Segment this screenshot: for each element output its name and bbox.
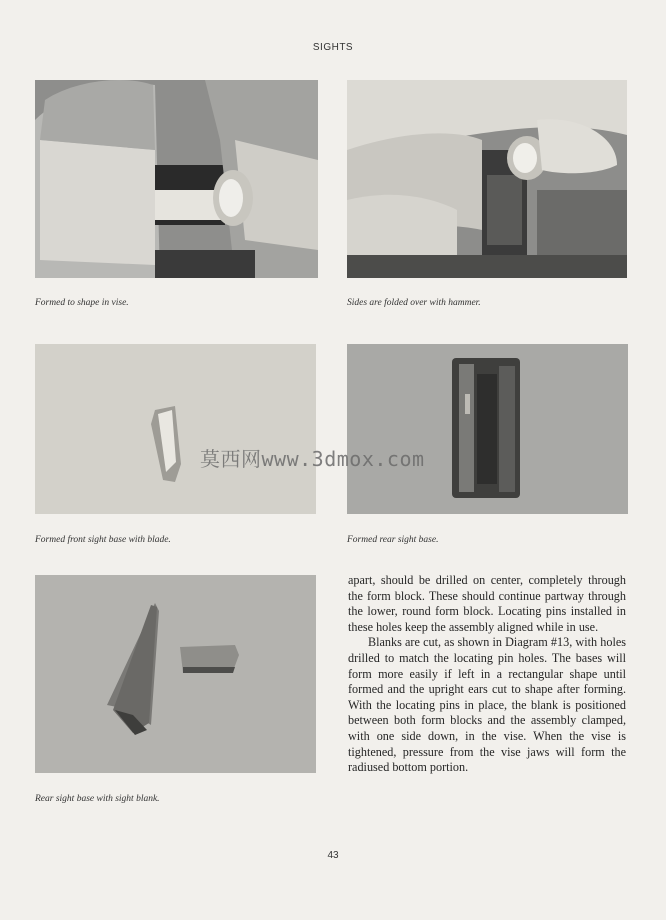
body-paragraph: apart, should be drilled on center, completely through the form block. These should continue partway through the lower, round form block. Locating pins installed in these holes keep the assembly aligned while in use. <box>348 573 626 634</box>
caption-photo-2: Sides are folded over with hammer. <box>347 298 481 308</box>
caption-photo-1: Formed to shape in vise. <box>35 298 129 308</box>
watermark-text: 莫西网www.3dmox.com <box>200 447 425 471</box>
caption-photo-3: Formed front sight base with blade. <box>35 535 171 545</box>
photo-rear-sight-blank <box>35 575 316 773</box>
body-text-column <box>348 573 626 776</box>
photo-rear-sight-base <box>347 344 628 514</box>
photo-sides-folded <box>347 80 627 278</box>
caption-photo-4: Formed rear sight base. <box>347 535 439 545</box>
photo-vise-forming <box>35 80 318 278</box>
caption-photo-5: Rear sight base with sight blank. <box>35 794 160 804</box>
photo-front-sight-base <box>35 344 316 514</box>
running-header: SIGHTS <box>312 42 354 53</box>
page-number: 43 <box>327 850 339 861</box>
body-paragraph: Blanks are cut, as shown in Diagram #13, with holes drilled to match the locating pin holes. The bases will form more easily if left in a rectangular shape until formed and the upright ears cut to shape after forming. With the locating pins in place, the blank is positioned between both form blocks and the assembly clamped, with one side down, in the vise. When the vise is tightened, pressure from the vise jaws will form the radiused bottom portion. <box>348 635 626 775</box>
